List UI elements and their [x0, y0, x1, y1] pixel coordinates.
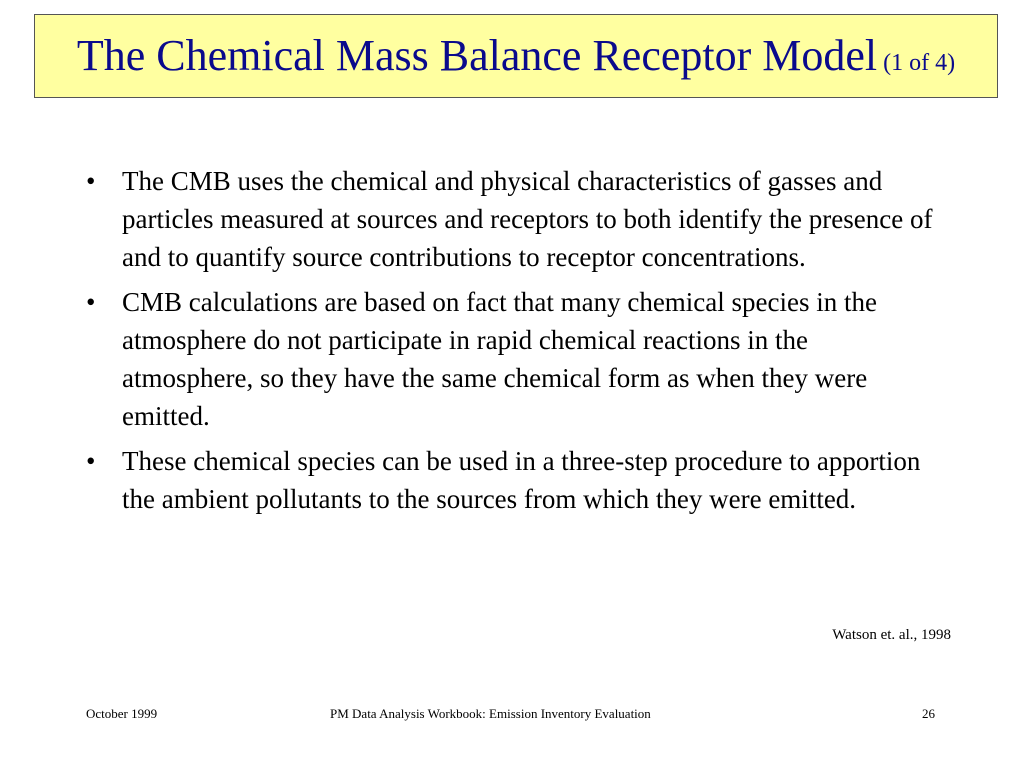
title-box [34, 14, 998, 98]
bullet-item [84, 283, 944, 435]
slide-title-text: The Chemical Mass Balance Receptor Model [76, 31, 878, 80]
slide-title-part-indicator: (1 of 4) [883, 50, 956, 76]
page-number: 26 [922, 706, 935, 721]
bullet-icon: • [86, 287, 96, 317]
bullet-list [84, 162, 944, 525]
bullet-text: CMB calculations are based on fact that many chemical species in the atmosphere do not participate in rapid chemical reactions in the atmosphere, so they have the same chemical form as when they were emitted. [122, 287, 877, 431]
slide-title [76, 31, 956, 80]
bullet-item [84, 442, 944, 518]
citation: Watson et. al., 1998 [832, 627, 951, 643]
bullet-text: The CMB uses the chemical and physical characteristics of gasses and particles measured at sources and receptors to both identify the presence of and to quantify source contributions to receptor concentrations. [122, 166, 933, 272]
bullet-text: These chemical species can be used in a three-step procedure to apportion the ambient pollutants to the sources from which they were emitted. [122, 446, 921, 514]
bullet-item [84, 162, 944, 276]
footer-date: October 1999 [86, 706, 158, 721]
footer-workbook-title: PM Data Analysis Workbook: Emission Inventory Evaluation [330, 706, 651, 721]
bullet-icon: • [86, 166, 96, 196]
bullet-icon: • [86, 446, 96, 476]
